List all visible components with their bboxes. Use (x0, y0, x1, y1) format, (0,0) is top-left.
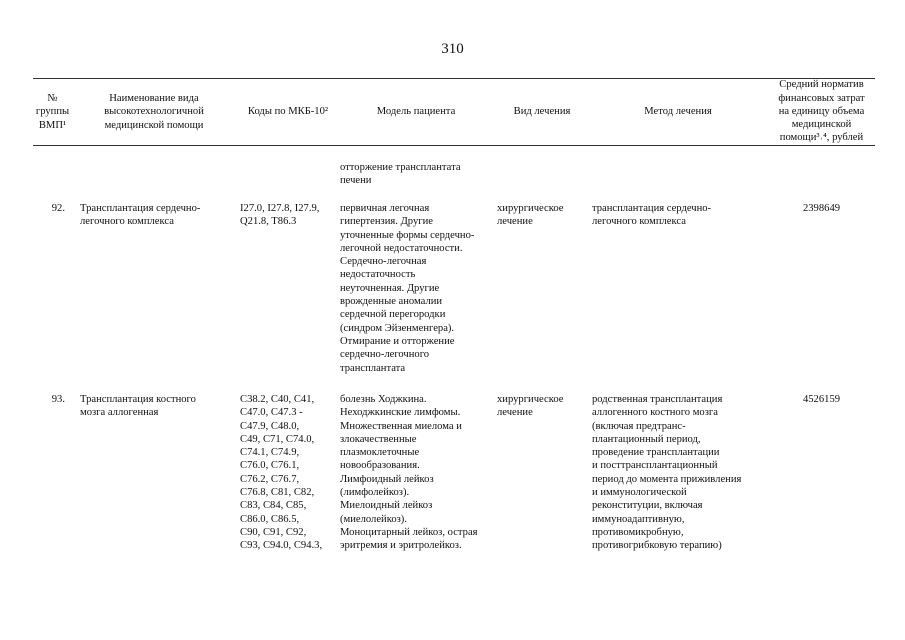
header-cost-norm-text: Средний норматив финансовых затрат на единицу объема медицинской помощи³˒⁴, рублей (778, 79, 865, 144)
header-treatment-method-text: Метод лечения (644, 106, 712, 118)
row-93-cost: 4526159 (802, 394, 841, 405)
row-92-patient-model: первичная легочная гипертензия. Другие уточненные формы сердечно- легочной недостаточности. Сердечно-легочная недостаточность неуточненная. Другие врожденные аномалии сердечной перегородки (синдром Эйзенменгера). Отмирание и отторжение сердечно-легочного трансплантата (340, 203, 475, 374)
header-patient-model-text: Модель пациента (376, 106, 456, 118)
continuation-patient-model: отторжение трансплантата печени (340, 162, 461, 187)
header-group-number (33, 79, 72, 145)
row-92-cost: 2398649 (802, 203, 841, 214)
row-92-treatment-method: трансплантация сердечно- легочного комплекса (592, 203, 712, 228)
row-93-care-type: Трансплантация костного мозга аллогенная (80, 394, 196, 419)
page-number: 310 (441, 41, 464, 57)
table-header-rule (33, 145, 875, 146)
row-93-patient-model: болезнь Ходжкина. Неходжкинские лимфомы. Множественная миелома и злокачественные плазмоклеточные новообразования. Лимфоидный лейкоз (лимфолейкоз). Миелоидный лейкоз (миелолейкоз). Моноцитарный лейкоз, острая эритремия и эритролейкоз. (340, 394, 478, 552)
row-93-icd-codes: C38.2, C40, C41, C47.0, C47.3 - C47.9, C48.0, C49, C71, C74.0, C74.1, C74.9, C76.0, C76.1, C76.2, C76.7, C76.8, C81, C82, C83, C84, C85, C86.0, C86.5, C90, C91, C92, C93, C94.0, C94.3, (240, 394, 323, 552)
header-cost-norm (768, 77, 875, 146)
header-treatment-type-text: Вид лечения (513, 106, 571, 118)
row-93-treatment-type: хирургическое лечение (497, 394, 564, 419)
row-93-number: 93. (51, 394, 65, 405)
header-treatment-type (497, 79, 587, 145)
header-care-type-text: Наименование вида высокотехнологичной медицинской помощи (104, 93, 204, 131)
header-icd-codes-text: Коды по МКБ-10² (247, 106, 329, 118)
header-treatment-method (592, 79, 764, 145)
header-group-number-text: № группы ВМП¹ (35, 93, 70, 131)
header-care-type (80, 79, 228, 145)
header-icd-codes (240, 79, 336, 145)
row-92-treatment-type: хирургическое лечение (497, 203, 564, 228)
row-92-number: 92. (51, 203, 65, 214)
row-93-treatment-method: родственная трансплантация аллогенного костного мозга (включая предтранс- плантационный период, проведение трансплантации и посттрансплантационный период до момента приживления и иммунологической реконституции, включая иммуноадаптивную, противомикробную, противогрибковую терапию) (592, 394, 742, 552)
header-patient-model (340, 79, 492, 145)
row-92-icd-codes: I27.0, I27.8, I27.9, Q21.8, T86.3 (240, 203, 320, 228)
row-92-care-type: Трансплантация сердечно- легочного комплекса (80, 203, 201, 228)
